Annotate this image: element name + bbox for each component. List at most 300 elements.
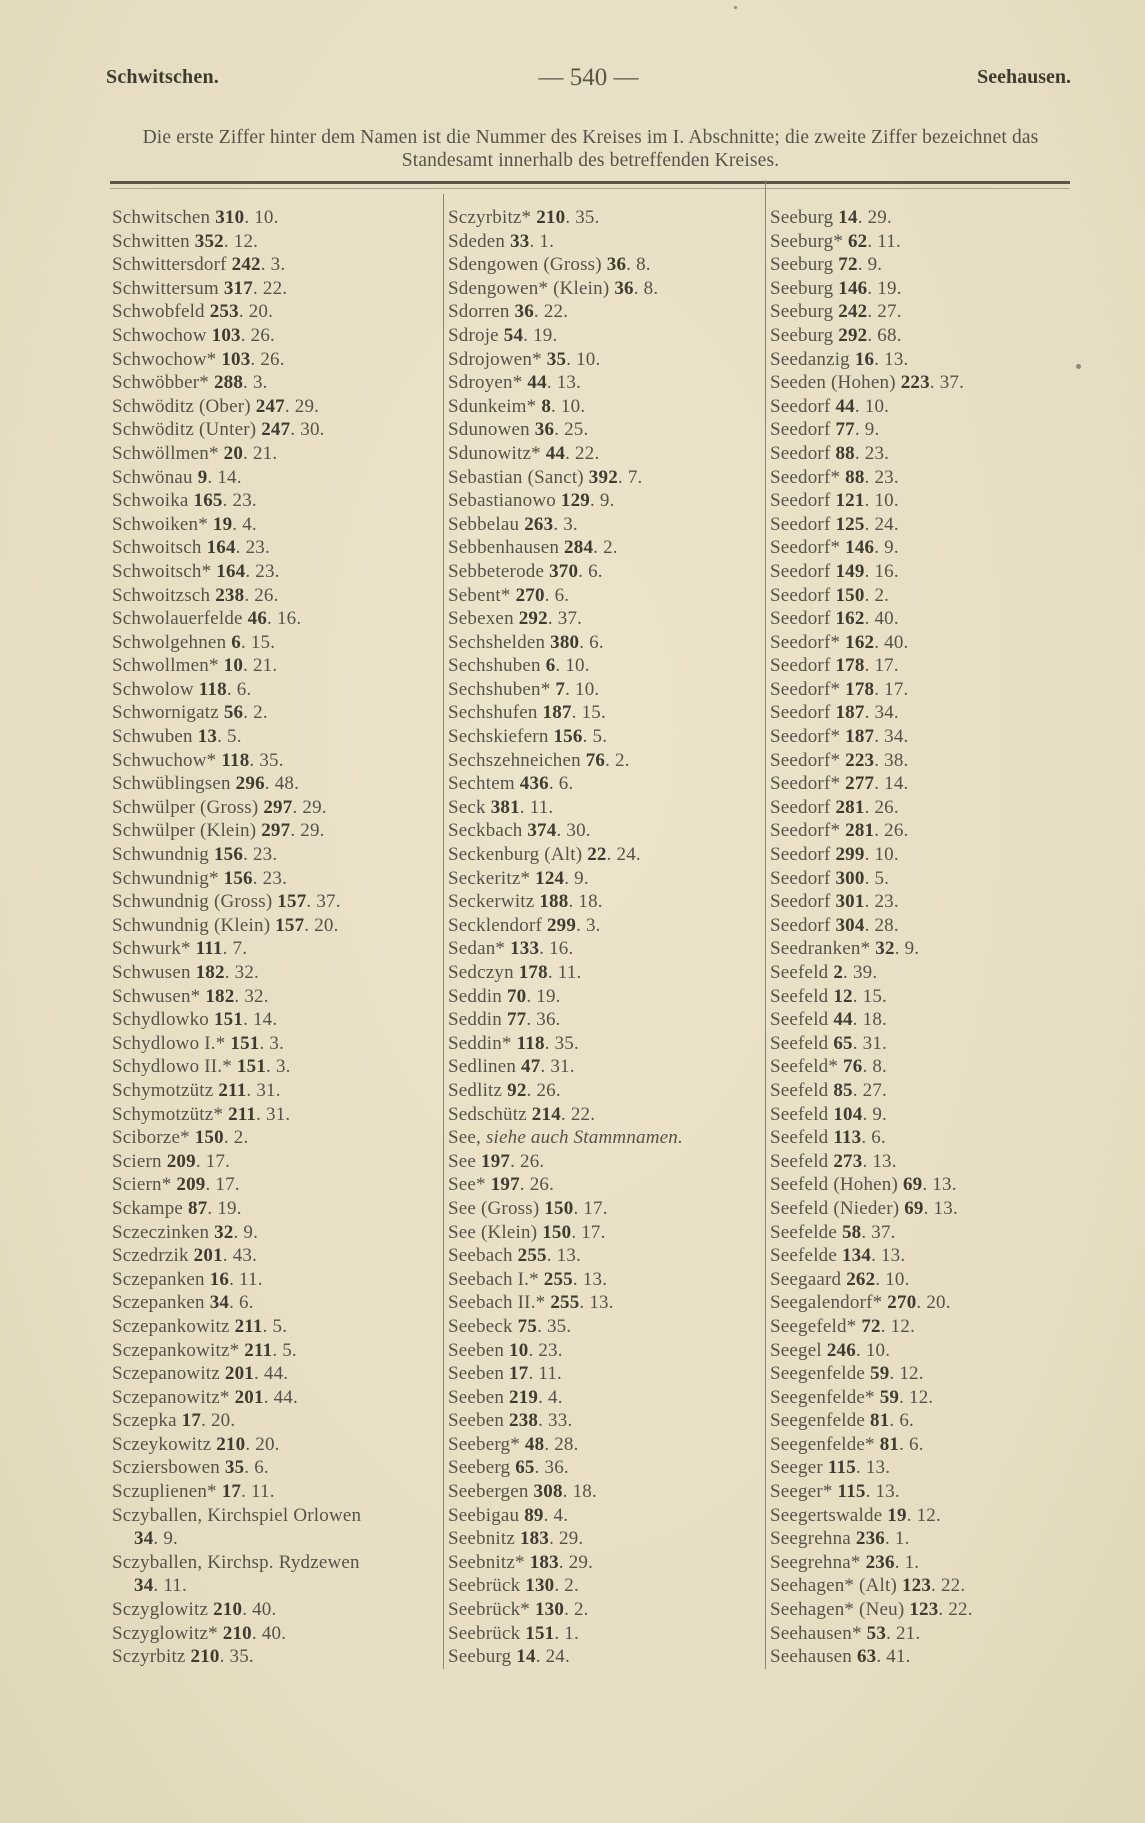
entry-standesamt-number: 6. <box>239 1292 254 1314</box>
entry-kreis-number: 59 <box>879 1386 900 1408</box>
index-entry: Sckampe 87. 19. <box>112 1197 242 1219</box>
entry-place-name: Seebach I.* <box>448 1268 539 1290</box>
entry-kreis-number: 8 <box>541 395 552 417</box>
index-entry: Seedorf 88. 23. <box>770 442 890 464</box>
entry-place-name: Sczyballen, Kirchsp. Rydzewen <box>112 1551 360 1573</box>
index-entry: Seddin 70. 19. <box>448 985 561 1007</box>
entry-place-name: Seefeld <box>770 1079 829 1101</box>
index-entry: Sdunowen 36. 25. <box>448 419 589 441</box>
entry-kreis-number: 115 <box>827 1457 856 1479</box>
index-entry: Seefeld (Nieder) 69. 13. <box>770 1197 958 1219</box>
entry-standesamt-number: 16. <box>549 938 574 960</box>
index-entry: Seefeld 44. 18. <box>770 1009 887 1031</box>
index-entry: Seck 381. 11. <box>448 796 554 818</box>
entry-kreis-number: 297 <box>261 820 291 842</box>
entry-place-name: See (Klein) <box>448 1221 538 1243</box>
entry-kreis-number: 130 <box>525 1575 555 1597</box>
entry-standesamt-number: 8. <box>872 1056 887 1078</box>
entry-standesamt-number: 9. <box>243 1221 259 1243</box>
entry-standesamt-number: 10. <box>885 1268 910 1290</box>
entry-standesamt-number: 40. <box>874 608 899 630</box>
entry-place-name: Schydlowko <box>112 1009 209 1031</box>
index-entry: Sdroje 54. 19. <box>448 324 558 346</box>
entry-standesamt-number: 13. <box>875 1481 900 1503</box>
entry-place-name: Seeger* <box>770 1481 833 1503</box>
entry-standesamt-number: 3. <box>270 254 286 276</box>
entry-kreis-number: 156 <box>213 844 244 866</box>
entry-kreis-number: 85 <box>833 1079 853 1101</box>
index-entry: Seebrück 151. 1. <box>448 1622 579 1644</box>
entry-kreis-number: 151 <box>236 1056 267 1078</box>
entry-kreis-number: 76 <box>843 1056 863 1078</box>
index-entry: Schwöditz (Ober) 247. 29. <box>112 395 320 417</box>
entry-place-name: Seegefeld* <box>770 1315 857 1337</box>
entry-standesamt-number: 41. <box>886 1646 911 1668</box>
index-entry: Seebrück 130. 2. <box>448 1575 579 1597</box>
entry-place-name: Seefeld* <box>770 1056 839 1078</box>
entry-kreis-number: 299 <box>546 914 577 936</box>
entry-kreis-number: 56 <box>223 702 244 724</box>
entry-place-name: Seedorf <box>770 914 831 936</box>
entry-kreis-number: 32 <box>214 1221 234 1243</box>
entry-place-name: Schwüblingsen <box>112 773 231 795</box>
entry-standesamt-number: 22. <box>570 1103 596 1125</box>
index-entry: Schydlowko 151. 14. <box>112 1009 278 1031</box>
entry-kreis-number: 48 <box>524 1433 545 1455</box>
entry-standesamt-number: 26. <box>874 796 899 818</box>
entry-place-name: Seckeritz* <box>448 867 531 889</box>
entry-place-name: Seedranken* <box>770 938 871 960</box>
index-entry: Seebnitz* 183. 29. <box>448 1551 594 1573</box>
entry-place-name: Seddin <box>448 1009 502 1031</box>
entry-kreis-number: 236 <box>865 1551 895 1573</box>
entry-standesamt-number: 48. <box>274 773 300 795</box>
entry-place-name: Schwusen <box>112 962 191 983</box>
index-entry: Schwoiken* 19. 4. <box>112 513 257 535</box>
entry-place-name: Sdengowen (Gross) <box>448 254 602 276</box>
index-entry: Schwurk* 111. 7. <box>112 938 248 960</box>
entry-place-name: Seebnitz* <box>448 1551 525 1573</box>
entry-place-name: Seefeld <box>770 985 829 1007</box>
entry-standesamt-number: 13. <box>556 1245 582 1267</box>
entry-kreis-number: 247 <box>261 419 291 441</box>
entry-kreis-number: 150 <box>194 1127 224 1149</box>
entry-place-name: Seehagen* (Alt) <box>770 1575 897 1597</box>
entry-kreis-number: 10 <box>509 1339 529 1361</box>
index-entry: Seedorf 149. 16. <box>770 560 899 582</box>
index-entry: Schwolow 118. 6. <box>112 678 252 700</box>
entry-standesamt-number: 11. <box>877 230 901 252</box>
entry-standesamt-number: 7. <box>627 466 643 488</box>
entry-place-name: Sebastian (Sanct) <box>448 466 584 488</box>
entry-place-name: Schwoiken* <box>112 513 208 535</box>
entry-kreis-number: 150 <box>835 584 865 606</box>
entry-standesamt-number: 13. <box>865 1457 891 1479</box>
entry-standesamt-number: 18. <box>578 891 603 913</box>
index-entry: Sdroyen* 44. 13. <box>448 372 582 394</box>
entry-standesamt-number: 21. <box>895 1622 921 1644</box>
entry-standesamt-number: 31. <box>266 1103 291 1125</box>
entry-kreis-number: 162 <box>845 631 875 653</box>
entry-standesamt-number: 35. <box>546 1315 572 1337</box>
index-entry: Sebent* 270. 6. <box>448 584 570 606</box>
index-entry: Seedorf* 187. 34. <box>770 726 909 748</box>
index-entry: Seegel 246. 10. <box>770 1339 891 1361</box>
entry-standesamt-number: 2. <box>615 749 630 771</box>
entry-kreis-number: 188 <box>539 891 569 913</box>
entry-kreis-number: 288 <box>213 372 244 394</box>
index-entry: Seebigau 89. 4. <box>448 1504 569 1526</box>
index-entry: Sebbelau 263. 3. <box>448 513 578 535</box>
entry-kreis-number: 87 <box>188 1197 208 1219</box>
index-entry: Seeben 238. 33. <box>448 1410 573 1432</box>
entry-place-name: Seefeld <box>770 1009 829 1031</box>
entry-kreis-number: 36 <box>614 277 634 299</box>
entry-place-name: Schwundnig (Klein) <box>112 914 271 936</box>
entry-kreis-number: 111 <box>195 938 223 960</box>
entry-standesamt-number: 23. <box>262 867 288 889</box>
entry-standesamt-number: 4. <box>242 513 257 535</box>
entry-kreis-number: 6 <box>231 631 241 653</box>
entry-kreis-number: 62 <box>847 230 868 252</box>
entry-kreis-number: 7 <box>555 678 566 700</box>
entry-place-name: Schwülper (Klein) <box>112 820 257 842</box>
index-entry: Seedorf 150. 2. <box>770 584 890 606</box>
entry-kreis-number: 242 <box>231 254 261 276</box>
entry-kreis-number: 157 <box>275 914 305 936</box>
index-entry: Sdeden 33. 1. <box>448 230 555 252</box>
entry-place-name: Seeburg <box>770 254 834 276</box>
index-entry: See* 197. 26. <box>448 1174 555 1196</box>
index-entry: Seebach I.* 255. 13. <box>448 1268 608 1290</box>
entry-place-name: Sdunowitz* <box>448 442 541 464</box>
entry-kreis-number: 149 <box>835 560 865 582</box>
index-entry: Seeben 10. 23. <box>448 1339 563 1361</box>
index-entry: Schwochow* 103. 26. <box>112 348 285 370</box>
index-entry: Sedlinen 47. 31. <box>448 1056 575 1078</box>
entry-kreis-number: 211 <box>244 1339 273 1361</box>
entry-kreis-number: 209 <box>166 1150 196 1172</box>
entry-place-name: Seegenfelde* <box>770 1386 875 1408</box>
entry-standesamt-number: 3. <box>269 1032 285 1054</box>
entry-place-name: Sckampe <box>112 1197 184 1219</box>
entry-standesamt-number: 20. <box>248 301 274 323</box>
index-entry: Seedorf 281. 26. <box>770 796 899 818</box>
entry-place-name: Schwittersum <box>112 277 219 299</box>
entry-place-name: Seegrehna <box>770 1528 851 1550</box>
entry-kreis-number: 70 <box>506 985 527 1007</box>
entry-place-name: Sdroje <box>448 324 499 346</box>
entry-kreis-number: 88 <box>835 442 855 464</box>
entry-kreis-number: 223 <box>845 749 875 771</box>
entry-standesamt-number: 40. <box>884 631 909 653</box>
entry-place-name: Seedorf <box>770 560 831 582</box>
entry-place-name: Seeburg <box>770 277 834 299</box>
index-entry: Sebbenhausen 284. 2. <box>448 537 618 559</box>
entry-standesamt-number: 37. <box>557 608 583 630</box>
entry-kreis-number: 17 <box>181 1410 202 1432</box>
entry-standesamt-number: 5. <box>874 867 890 889</box>
index-entry: Seegaard 262. 10. <box>770 1268 910 1290</box>
index-entry: Sczyballen, Kirchspiel Orlowen 34. 9. <box>112 1504 362 1550</box>
entry-kreis-number: 125 <box>835 513 865 535</box>
entry-kreis-number: 81 <box>870 1410 890 1432</box>
entry-standesamt-number: 20. <box>255 1433 280 1455</box>
entry-place-name: Sechskiefern <box>448 726 549 748</box>
entry-place-name: Schwolow <box>112 678 194 700</box>
index-entry: Seeberg 65. 36. <box>448 1457 569 1479</box>
index-entry: Seedorf 178. 17. <box>770 655 899 677</box>
entry-kreis-number: 370 <box>549 560 579 582</box>
entry-place-name: Seefeld <box>770 1127 829 1149</box>
entry-place-name: Seeben <box>448 1363 505 1385</box>
index-entry: Seeger 115. 13. <box>770 1457 891 1479</box>
entry-kreis-number: 242 <box>838 301 868 323</box>
entry-standesamt-number: 20. <box>210 1410 236 1432</box>
index-entry: Sebastianowo 129. 9. <box>448 490 615 512</box>
entry-standesamt-number: 19. <box>536 985 561 1007</box>
index-entry: Sciern 209. 17. <box>112 1150 231 1172</box>
entry-standesamt-number: 10. <box>874 844 899 866</box>
entry-place-name: Schwoitzsch <box>112 584 211 606</box>
index-entry: Schwochow 103. 26. <box>112 324 276 346</box>
entry-place-name: Sebbeterode <box>448 560 545 582</box>
index-entry: Sedlitz 92. 26. <box>448 1079 561 1101</box>
entry-standesamt-number: 1. <box>894 1528 910 1550</box>
entry-place-name: Seefeld <box>770 1103 829 1125</box>
entry-place-name: Sdroyen* <box>448 372 523 394</box>
index-entry: Schwoika 165. 23. <box>112 490 257 512</box>
entry-kreis-number: 296 <box>235 773 265 795</box>
entry-place-name: Seedanzig <box>770 348 850 370</box>
entry-kreis-number: 277 <box>845 773 875 795</box>
entry-standesamt-number: 3. <box>275 1056 291 1078</box>
entry-standesamt-number: 4. <box>548 1386 563 1408</box>
entry-kreis-number: 77 <box>835 419 855 441</box>
entry-place-name: Seckerwitz <box>448 891 535 913</box>
entry-kreis-number: 36 <box>514 301 534 323</box>
entry-place-name: Sciern <box>112 1150 162 1172</box>
entry-standesamt-number: 12. <box>233 230 259 252</box>
entry-standesamt-number: 14. <box>217 466 242 488</box>
entry-place-name: Seefeld (Nieder) <box>770 1197 900 1219</box>
entry-kreis-number: 72 <box>838 254 858 276</box>
entry-standesamt-number: 11. <box>163 1575 187 1597</box>
entry-kreis-number: 151 <box>213 1009 244 1031</box>
entry-standesamt-number: 13. <box>582 1268 608 1290</box>
entry-kreis-number: 104 <box>833 1103 863 1125</box>
entry-place-name: Seeburg <box>448 1646 512 1668</box>
entry-kreis-number: 35 <box>546 348 567 370</box>
entry-place-name: Sebastianowo <box>448 490 556 512</box>
index-entry: Seedanzig 16. 13. <box>770 348 909 370</box>
entry-place-name: See* <box>448 1174 486 1196</box>
entry-place-name: Sdunkeim* <box>448 395 537 417</box>
entry-standesamt-number: 22. <box>575 442 600 464</box>
entry-kreis-number: 255 <box>517 1245 547 1267</box>
entry-place-name: Sedlinen <box>448 1056 517 1078</box>
entry-place-name: Seehausen <box>770 1646 852 1668</box>
entry-place-name: Sebbenhausen <box>448 537 560 559</box>
entry-kreis-number: 201 <box>193 1245 223 1267</box>
entry-place-name: See <box>448 1150 477 1172</box>
entry-kreis-number: 292 <box>838 324 868 346</box>
entry-place-name: Sczyballen, Kirchspiel Orlowen <box>112 1504 362 1526</box>
entry-place-name: Seeburg <box>770 301 834 323</box>
entry-standesamt-number: 10. <box>575 678 600 700</box>
entry-place-name: Seebnitz <box>448 1528 516 1550</box>
entry-kreis-number: 151 <box>230 1032 260 1054</box>
entry-standesamt-number: 13. <box>872 1150 897 1172</box>
index-entry: Seeden (Hohen) 223. 37. <box>770 372 965 394</box>
entry-place-name: Sciern* <box>112 1174 172 1196</box>
entry-kreis-number: 124 <box>535 867 565 889</box>
index-entry: Seefelde 58. 37. <box>770 1221 896 1243</box>
entry-standesamt-number: 20. <box>926 1292 951 1314</box>
entry-kreis-number: 162 <box>835 608 865 630</box>
entry-kreis-number: 58 <box>841 1221 862 1243</box>
entry-kreis-number: 118 <box>198 678 227 700</box>
entry-standesamt-number: 10. <box>254 207 279 228</box>
entry-kreis-number: 22 <box>587 844 607 866</box>
entry-kreis-number: 197 <box>490 1174 520 1196</box>
entry-standesamt-number: 2. <box>233 1127 249 1149</box>
entry-kreis-number: 246 <box>826 1339 856 1361</box>
index-entry: Seebnitz 183. 29. <box>448 1528 584 1550</box>
entry-place-name: Schwundnig <box>112 844 209 866</box>
entry-place-name: Seebrück <box>448 1575 521 1597</box>
entry-place-name: Schwitten <box>112 230 190 252</box>
entry-kreis-number: 20 <box>223 442 244 464</box>
index-entry: Sczepanken 16. 11. <box>112 1268 263 1290</box>
entry-kreis-number: 69 <box>904 1197 924 1219</box>
entry-kreis-number: 281 <box>845 820 875 842</box>
entry-place-name: Seeben <box>448 1410 505 1432</box>
index-entry: Seefeld 273. 13. <box>770 1150 897 1172</box>
index-entry: Seeburg* 62. 11. <box>770 230 901 252</box>
entry-kreis-number: 32 <box>875 938 895 960</box>
index-entry: Seeben 219. 4. <box>448 1386 563 1408</box>
index-entry: Sdunkeim* 8. 10. <box>448 395 586 417</box>
entry-place-name: Sczepanken <box>112 1292 205 1314</box>
entry-kreis-number: 392 <box>588 466 618 488</box>
index-entry: Schwobfeld 253. 20. <box>112 301 274 323</box>
entry-standesamt-number: 6. <box>589 631 604 653</box>
entry-place-name: Seebach <box>448 1245 513 1267</box>
index-entry: Sdrojowen* 35. 10. <box>448 348 601 370</box>
index-entry: Sechtem 436. 6. <box>448 773 574 795</box>
entry-place-name: Seddin* <box>448 1032 512 1054</box>
entry-place-name: See, <box>448 1127 481 1149</box>
index-entry: Seedorf* 162. 40. <box>770 631 909 653</box>
index-entry: Schwülper (Klein) 297. 29. <box>112 820 325 842</box>
index-entry: Schwundnig* 156. 23. <box>112 867 288 889</box>
entry-standesamt-number: 17. <box>205 1150 231 1172</box>
index-entry: Seegenfelde 81. 6. <box>770 1410 914 1432</box>
entry-kreis-number: 36 <box>534 419 555 441</box>
entry-place-name: Schwurk* <box>112 938 191 960</box>
entry-kreis-number: 210 <box>536 207 566 228</box>
entry-kreis-number: 201 <box>234 1386 264 1408</box>
entry-place-name: Sechshuben* <box>448 678 551 700</box>
index-entry: Schwuben 13. 5. <box>112 726 242 748</box>
entry-standesamt-number: 17. <box>884 678 909 700</box>
entry-kreis-number: 211 <box>228 1103 257 1125</box>
entry-place-name: Sechshuben <box>448 655 541 677</box>
entry-place-name: Sczyglowitz* <box>112 1622 218 1644</box>
entry-standesamt-number: 22. <box>940 1575 966 1597</box>
preface-note: Die erste Ziffer hinter dem Namen ist die Nummer des Kreises im I. Abschnitte; die zweite Ziffer bezeichnet das Standesamt innerhalb des betreffenden Kreises. <box>142 127 1039 171</box>
entry-kreis-number: 255 <box>550 1292 580 1314</box>
entry-place-name: Schwoitsch <box>112 537 202 559</box>
entry-place-name: Seefeld (Hohen) <box>770 1174 899 1196</box>
entry-place-name: Schydlowo I.* <box>112 1032 226 1054</box>
index-entry: Sedan* 133. 16. <box>448 938 574 960</box>
index-entry: Seedorf* 277. 14. <box>770 773 909 795</box>
entry-place-name: Seedorf <box>770 442 831 464</box>
entry-kreis-number: 92 <box>507 1079 527 1101</box>
entry-place-name: Sciborze* <box>112 1127 190 1149</box>
entry-kreis-number: 299 <box>835 844 865 866</box>
index-entry: Sczepanowitz* 201. 44. <box>112 1386 298 1408</box>
entry-place-name: Seeberg* <box>448 1433 520 1455</box>
entry-kreis-number: 12 <box>833 985 853 1007</box>
index-entry: Sczyrbitz 210. 35. <box>112 1646 254 1668</box>
entry-kreis-number: 44 <box>835 395 855 417</box>
index-entry: Seebrück* 130. 2. <box>448 1599 589 1621</box>
entry-standesamt-number: 68. <box>877 324 902 346</box>
index-entry: Schymotzütz* 211. 31. <box>112 1103 291 1125</box>
entry-place-name: Seedorf <box>770 891 831 913</box>
entry-kreis-number: 270 <box>515 584 545 606</box>
page-number: — 540 — <box>538 64 639 91</box>
entry-standesamt-number: 38. <box>884 749 909 771</box>
entry-standesamt-number: 37. <box>871 1221 896 1243</box>
index-entry: Sczepankowitz 211. 5. <box>112 1315 288 1337</box>
entry-standesamt-number: 17. <box>215 1174 240 1196</box>
entry-standesamt-number: 10. <box>865 1339 891 1361</box>
entry-standesamt-number: 37. <box>316 891 341 913</box>
entry-standesamt-number: 21. <box>252 655 278 677</box>
entry-standesamt-number: 29. <box>559 1528 584 1550</box>
index-entry: Seedorf 121. 10. <box>770 490 899 512</box>
entry-place-name: Sechtem <box>448 773 515 795</box>
entry-kreis-number: 123 <box>901 1575 932 1597</box>
index-entry: Sdengowen* (Klein) 36. 8. <box>448 277 659 299</box>
index-entry: Seebeck 75. 35. <box>448 1315 572 1337</box>
index-entry: Seedorf 125. 24. <box>770 513 899 535</box>
entry-standesamt-number: 6. <box>899 1410 914 1432</box>
entry-kreis-number: 187 <box>845 726 875 748</box>
index-entry: Seefeld 113. 6. <box>770 1127 886 1149</box>
entry-kreis-number: 16 <box>854 348 875 370</box>
entry-standesamt-number: 12. <box>890 1315 916 1337</box>
index-entry: Sebastian (Sanct) 392. 7. <box>448 466 643 488</box>
entry-kreis-number: 130 <box>534 1599 565 1621</box>
entry-place-name: Schwöbber* <box>112 372 209 394</box>
entry-standesamt-number: 12. <box>899 1363 924 1385</box>
entry-kreis-number: 284 <box>564 537 594 559</box>
index-entry: Seedorf 300. 5. <box>770 867 890 889</box>
entry-place-name: Seefeld <box>770 1032 829 1054</box>
entry-place-name: Schwitschen <box>112 207 211 228</box>
entry-standesamt-number: 26. <box>260 348 285 370</box>
entry-kreis-number: 46 <box>247 608 268 630</box>
index-entry: Sdengowen (Gross) 36. 8. <box>448 254 651 276</box>
entry-place-name: Seebergen <box>448 1481 529 1503</box>
running-head <box>106 66 1071 96</box>
entry-place-name: Sechszehneichen <box>448 749 581 771</box>
